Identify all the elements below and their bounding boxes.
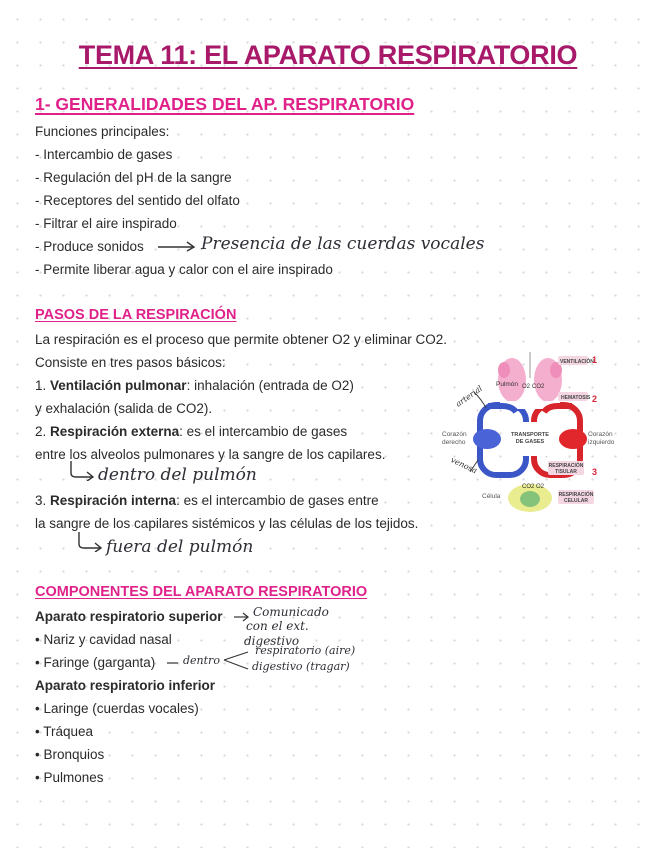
svg-text:3: 3 (592, 467, 598, 477)
handwritten-note-exterior: con el ext. (246, 619, 309, 633)
svg-text:RESPIRACIÓN: RESPIRACIÓN (558, 492, 594, 498)
svg-text:arterial: arterial (454, 383, 485, 409)
paragraph-line: y exhalación (salida de CO2). (35, 401, 213, 416)
heart-left (559, 429, 587, 449)
subheading-superior: Aparato respiratorio superior (35, 609, 223, 624)
svg-text:2: 2 (592, 394, 598, 404)
svg-text:CO2: CO2 (522, 484, 535, 490)
svg-text:DE GASES: DE GASES (515, 439, 545, 445)
list-item: - Receptores del sentido del olfato (35, 193, 240, 208)
list-item: - Filtrar el aire inspirado (35, 216, 177, 231)
handwritten-note-dentro-faringe: dentro (183, 654, 220, 667)
arrow-curved-icon (66, 459, 96, 481)
arrow-right-icon (157, 239, 197, 253)
handwritten-note-tragar: digestivo (tragar) (252, 660, 350, 673)
svg-text:venosa: venosa (449, 455, 479, 476)
subheading-inferior: Aparato respiratorio inferior (35, 678, 216, 693)
svg-text:1: 1 (592, 355, 598, 365)
svg-text:TISULAR: TISULAR (555, 469, 577, 475)
handwritten-note-dentro: dentro del pulmón (98, 465, 257, 485)
list-item: - Permite liberar agua y calor con el aire inspirado (35, 262, 333, 277)
svg-text:VENTILACIÓN: VENTILACIÓN (560, 359, 594, 365)
section-heading-componentes: COMPONENTES DEL APARATO RESPIRATORIO (35, 584, 368, 600)
list-item: • Tráquea (35, 724, 94, 739)
list-item: • Nariz y cavidad nasal (35, 632, 172, 647)
paragraph-line: Consiste en tres pasos básicos: (35, 355, 226, 370)
svg-text:Corazón: Corazón (442, 431, 467, 438)
section-heading-generalidades: 1- GENERALIDADES DEL AP. RESPIRATORIO (35, 94, 415, 114)
svg-text:CELULAR: CELULAR (564, 498, 588, 504)
list-item: - Intercambio de gases (35, 147, 173, 162)
svg-text:CO2: CO2 (532, 384, 545, 390)
paragraph-line: La respiración es el proceso que permite obtener O2 y eliminar CO2. (35, 332, 447, 347)
svg-text:Pulmón: Pulmón (496, 381, 519, 388)
svg-text:TRANSPORTE: TRANSPORTE (511, 432, 549, 438)
paragraph-line: entre los alveolos pulmonares y la sangre de los capilares. (35, 447, 386, 462)
list-item: • Laringe (cuerdas vocales) (35, 701, 199, 716)
respiration-diagram (440, 348, 620, 518)
arrow-right-icon (166, 657, 182, 669)
svg-text:O2: O2 (522, 384, 531, 390)
list-item: - Regulación del pH de la sangre (35, 170, 232, 185)
svg-text:Corazón: Corazón (588, 431, 613, 438)
arrow-split-icon (222, 648, 252, 674)
arrow-curved-icon (74, 530, 104, 552)
functions-intro: Funciones principales: (35, 124, 170, 139)
svg-text:HEMATOSIS: HEMATOSIS (561, 395, 591, 401)
paragraph-line: la sangre de los capilares sistémicos y las células de los tejidos. (35, 516, 419, 531)
heart-right (473, 429, 501, 449)
step-respiracion-externa: 2. Respiración externa: es el intercambio de gases (35, 424, 348, 439)
svg-text:izquierdo: izquierdo (588, 439, 615, 446)
svg-text:O2: O2 (536, 484, 545, 490)
section-heading-pasos: PASOS DE LA RESPIRACIÓN (35, 307, 237, 323)
page-title: TEMA 11: EL APARATO RESPIRATORIO (78, 40, 578, 70)
handwritten-note-comunicado: Comunicado (253, 605, 329, 619)
svg-text:derecho: derecho (442, 439, 466, 446)
handwritten-note-cuerdas: Presencia de las cuerdas vocales (201, 234, 485, 254)
svg-text:RESPIRACIÓN: RESPIRACIÓN (548, 463, 584, 469)
list-item: • Bronquios (35, 747, 105, 762)
svg-text:Célula: Célula (482, 493, 501, 500)
list-item: • Faringe (garganta) (35, 655, 156, 670)
step-respiracion-interna: 3. Respiración interna: es el intercambio de gases entre (35, 493, 379, 508)
handwritten-note-respiratorio: respiratorio (aire) (255, 644, 356, 657)
handwritten-note-digestivo: digestivo (244, 634, 300, 648)
list-item: - Produce sonidos (35, 239, 144, 254)
step-ventilacion: 1. Ventilación pulmonar: inhalación (entrada de O2) (35, 378, 354, 393)
handwritten-note-fuera: fuera del pulmón (106, 537, 254, 557)
list-item: • Pulmones (35, 770, 104, 785)
